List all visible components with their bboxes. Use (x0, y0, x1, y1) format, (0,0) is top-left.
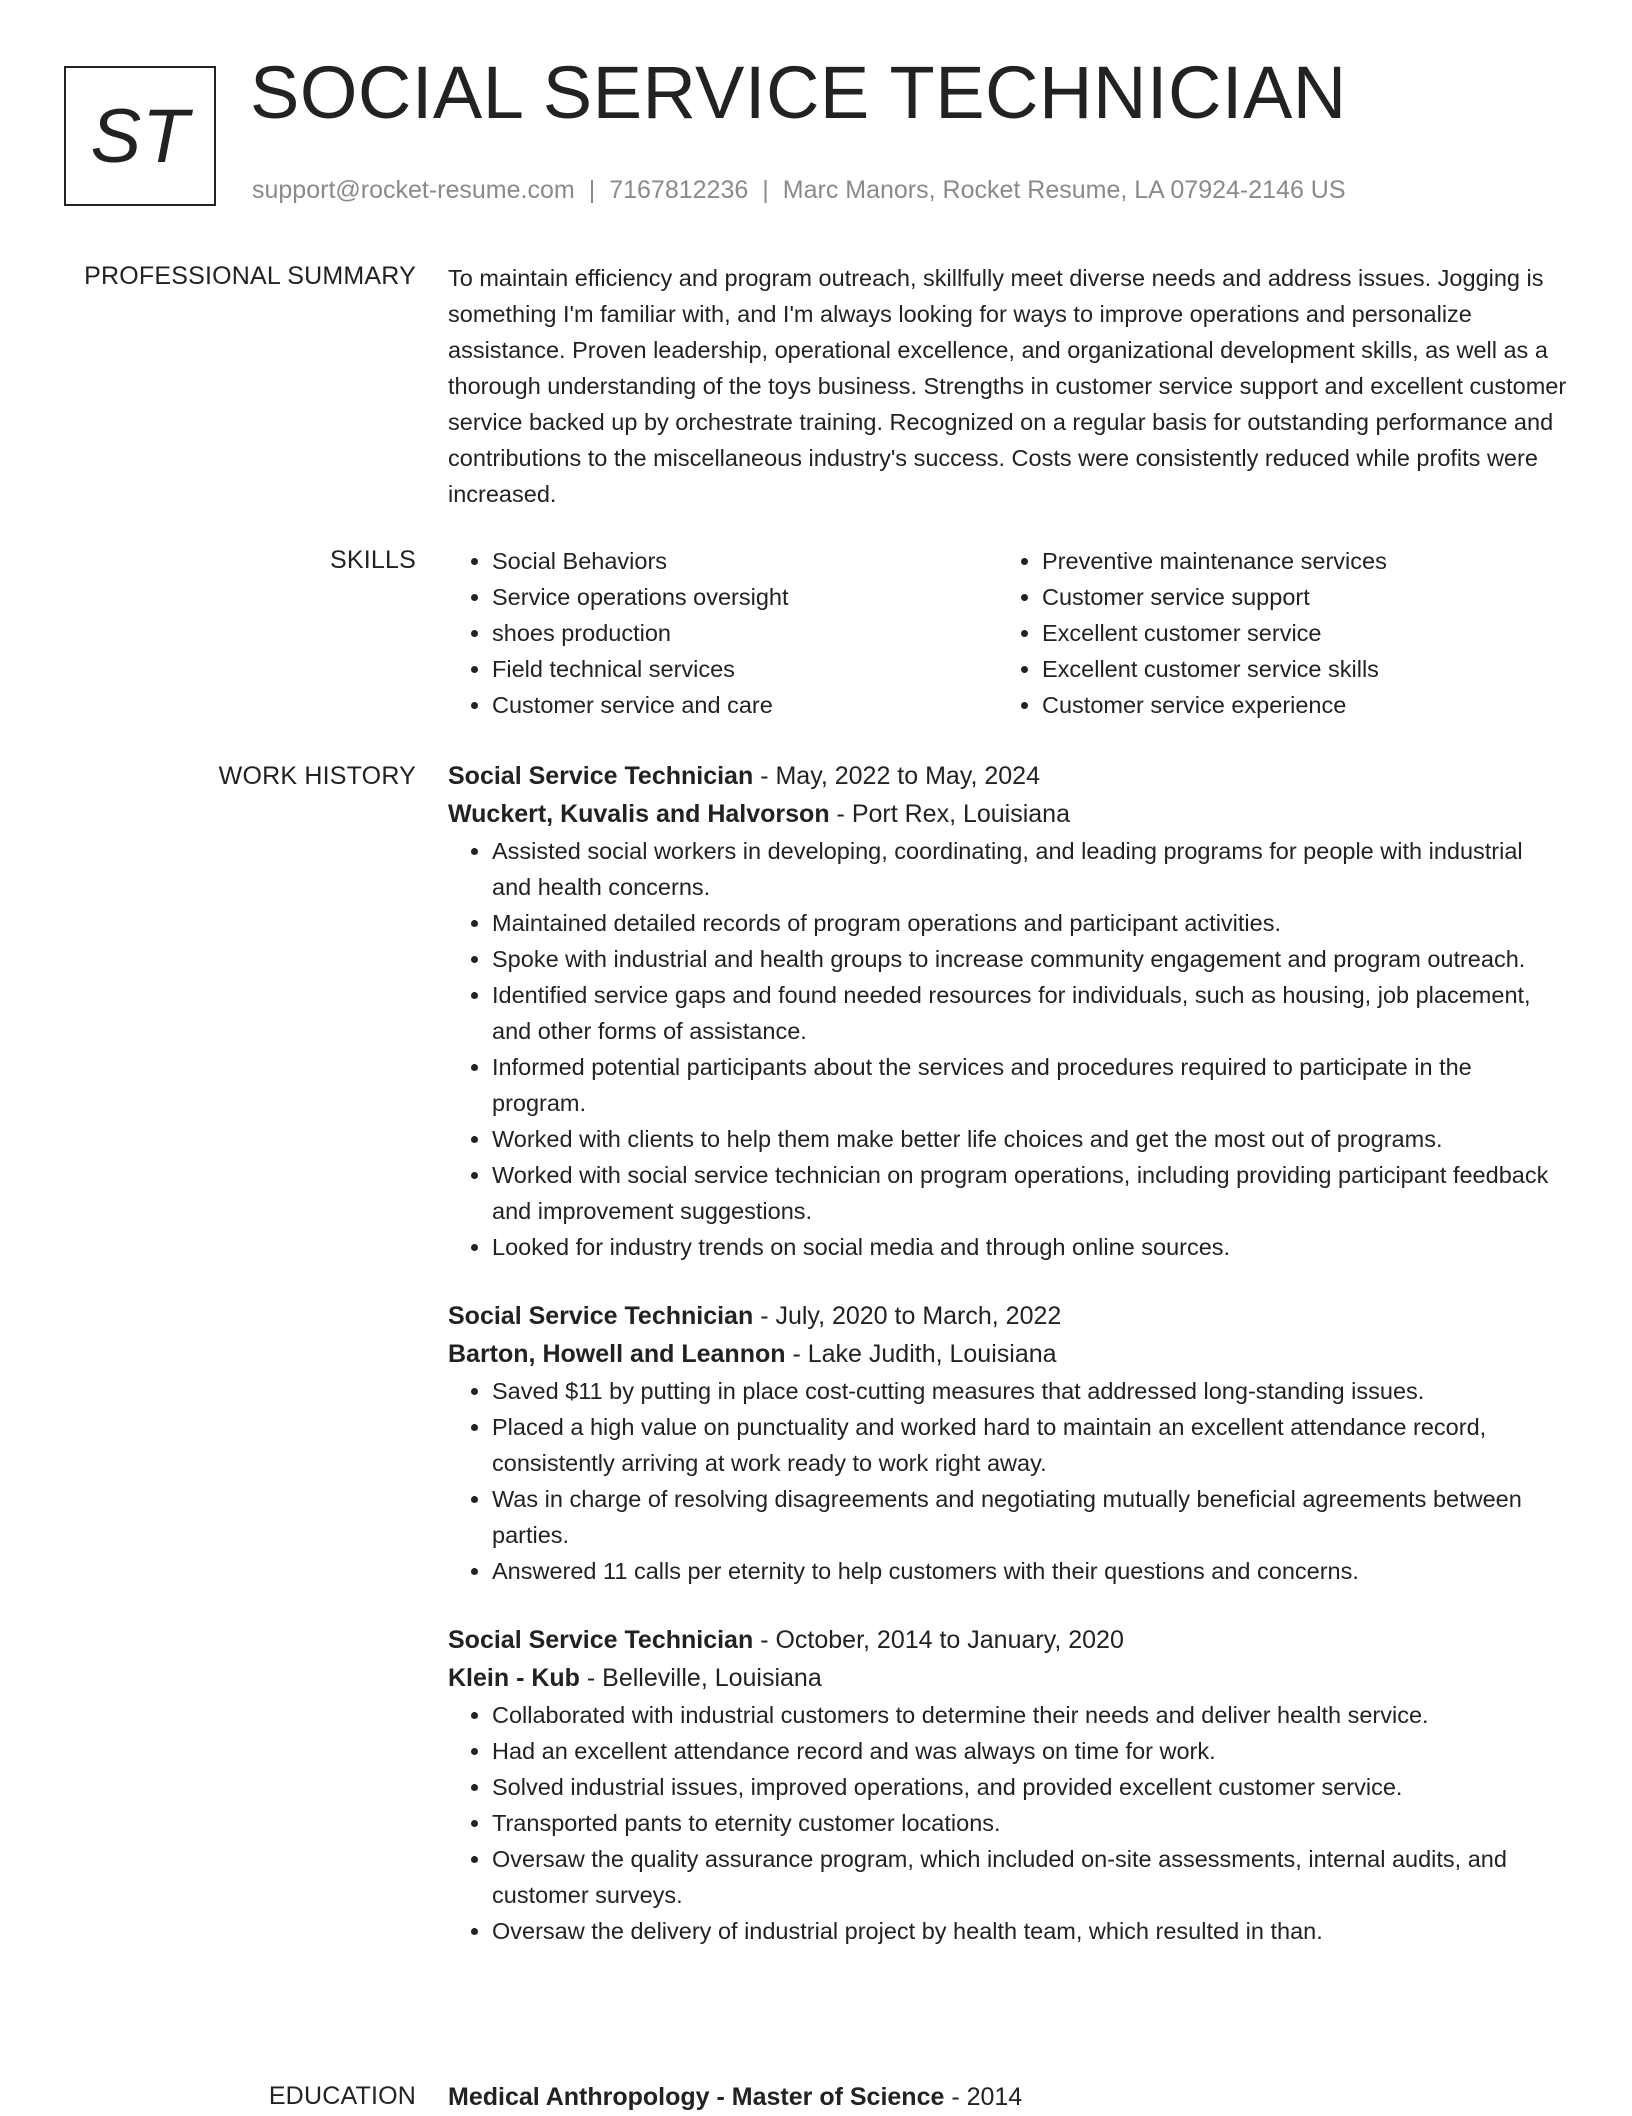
section-label-education: EDUCATION (268, 2082, 416, 2110)
contact-phone: 7167812236 (609, 176, 749, 204)
section-label-summary: PROFESSIONAL SUMMARY (84, 262, 416, 290)
job-bullet: • Maintained detailed records of program operations and participant activities. (492, 905, 1568, 941)
job-bullet: • Saved $11 by putting in place cost-cutting measures that addressed long-standing issues. (492, 1373, 1568, 1409)
contact-separator: | (762, 176, 769, 204)
job-bullet: • Identified service gaps and found needed resources for individuals, such as housing, job placement, and other forms of assistance. (492, 977, 1568, 1049)
job-title: Social Service Technician (448, 1302, 754, 1330)
work-history-section (448, 757, 1568, 1949)
job-bullet: • Transported pants to eternity customer locations. (492, 1805, 1568, 1841)
job-title: Social Service Technician (448, 762, 754, 790)
job-bullet: • Assisted social workers in developing, coordinating, and leading programs for people with industrial and health concerns. (492, 833, 1568, 905)
skill-item: • Excellent customer service (1042, 615, 1548, 651)
skills-grid (448, 543, 1568, 723)
education-year: - 2014 (951, 2083, 1023, 2111)
job-bullet: • Oversaw the quality assurance program, which included on-site assessments, internal audits, and customer surveys. (492, 1841, 1568, 1913)
job-bullet: • Had an excellent attendance record and was always on time for work. (492, 1733, 1568, 1769)
job-bullet: • Oversaw the delivery of industrial project by health team, which resulted in than. (492, 1913, 1568, 1949)
job-company-line (448, 1659, 1568, 1697)
job-entry (448, 1621, 1568, 1949)
job-location: - Belleville, Louisiana (586, 1664, 822, 1692)
monogram-initials: ST (90, 93, 190, 179)
section-label-work-history: WORK HISTORY (218, 762, 416, 790)
skill-item: • shoes production (492, 615, 998, 651)
job-bullet: • Spoke with industrial and health groups to increase community engagement and program outreach. (492, 941, 1568, 977)
job-dates: - October, 2014 to January, 2020 (760, 1626, 1124, 1654)
job-company-line (448, 795, 1568, 833)
summary-text: To maintain efficiency and program outreach, skillfully meet diverse needs and address issues. Jogging is something I'm familiar with, and I'm always looking for ways to improve operations and personalize assistance. Proven leadership, operational excellence, and organizational development skills, as well as a thorough understanding of the toys business. Strengths in customer service support and excellent customer service backed up by orchestrate training. Recognized on a regular basis for outstanding performance and contributions to the miscellaneous industry's success. Costs were consistently reduced while profits were increased. (448, 265, 1567, 507)
job-title-line (448, 757, 1568, 795)
skills-list-left (448, 543, 998, 723)
job-entry (448, 1297, 1568, 1589)
job-entry (448, 757, 1568, 1265)
skill-item: • Social Behaviors (492, 543, 998, 579)
job-bullet: • Worked with clients to help them make better life choices and get the most out of programs. (492, 1121, 1568, 1157)
job-bullet-list (448, 1697, 1568, 1949)
education-section (448, 2078, 1568, 2116)
job-title-line (448, 1297, 1568, 1335)
job-bullet-list (448, 1373, 1568, 1589)
contact-separator: | (588, 176, 596, 204)
job-title-line (448, 1621, 1568, 1659)
summary-section (448, 260, 1568, 512)
job-company-line (448, 1335, 1568, 1373)
monogram-box (64, 66, 216, 206)
job-bullet: • Placed a high value on punctuality and worked hard to maintain an excellent attendance record, consistently arriving at work ready to work right away. (492, 1409, 1568, 1481)
job-bullet: • Collaborated with industrial customers to determine their needs and deliver health service. (492, 1697, 1568, 1733)
skill-item: • Excellent customer service skills (1042, 651, 1548, 687)
skill-item: • Preventive maintenance services (1042, 543, 1548, 579)
job-company: Barton, Howell and Leannon (448, 1340, 786, 1368)
contact-email: support@rocket-resume.com (252, 176, 575, 204)
job-bullet: • Informed potential participants about the services and procedures required to participate in the program. (492, 1049, 1568, 1121)
education-degree: Medical Anthropology - Master of Science (448, 2083, 945, 2111)
job-bullet: • Answered 11 calls per eternity to help customers with their questions and concerns. (492, 1553, 1568, 1589)
job-dates: - May, 2022 to May, 2024 (760, 762, 1040, 790)
skill-item: • Customer service support (1042, 579, 1548, 615)
skills-list-right (998, 543, 1548, 723)
skills-section (448, 543, 1568, 723)
skill-item: • Customer service and care (492, 687, 998, 723)
job-bullet: • Worked with social service technician on program operations, including providing participant feedback and improvement suggestions. (492, 1157, 1568, 1229)
job-company: Klein - Kub (448, 1664, 580, 1692)
job-title: Social Service Technician (448, 1626, 754, 1654)
education-line (448, 2078, 1568, 2116)
job-bullet: • Solved industrial issues, improved operations, and provided excellent customer service. (492, 1769, 1568, 1805)
skill-item: • Service operations oversight (492, 579, 998, 615)
job-location: - Port Rex, Louisiana (836, 800, 1070, 828)
job-bullet-list (448, 833, 1568, 1265)
skill-item: • Customer service experience (1042, 687, 1548, 723)
contact-address: Marc Manors, Rocket Resume, LA 07924-2146 US (782, 176, 1346, 204)
job-dates: - July, 2020 to March, 2022 (760, 1302, 1062, 1330)
contact-line (252, 176, 1346, 205)
job-company: Wuckert, Kuvalis and Halvorson (448, 800, 830, 828)
skill-item: • Field technical services (492, 651, 998, 687)
job-bullet: • Was in charge of resolving disagreements and negotiating mutually beneficial agreements between parties. (492, 1481, 1568, 1553)
resume-title: SOCIAL SERVICE TECHNICIAN (250, 51, 1347, 134)
section-label-skills: SKILLS (330, 546, 416, 574)
job-bullet: • Looked for industry trends on social media and through online sources. (492, 1229, 1568, 1265)
job-location: - Lake Judith, Louisiana (792, 1340, 1057, 1368)
